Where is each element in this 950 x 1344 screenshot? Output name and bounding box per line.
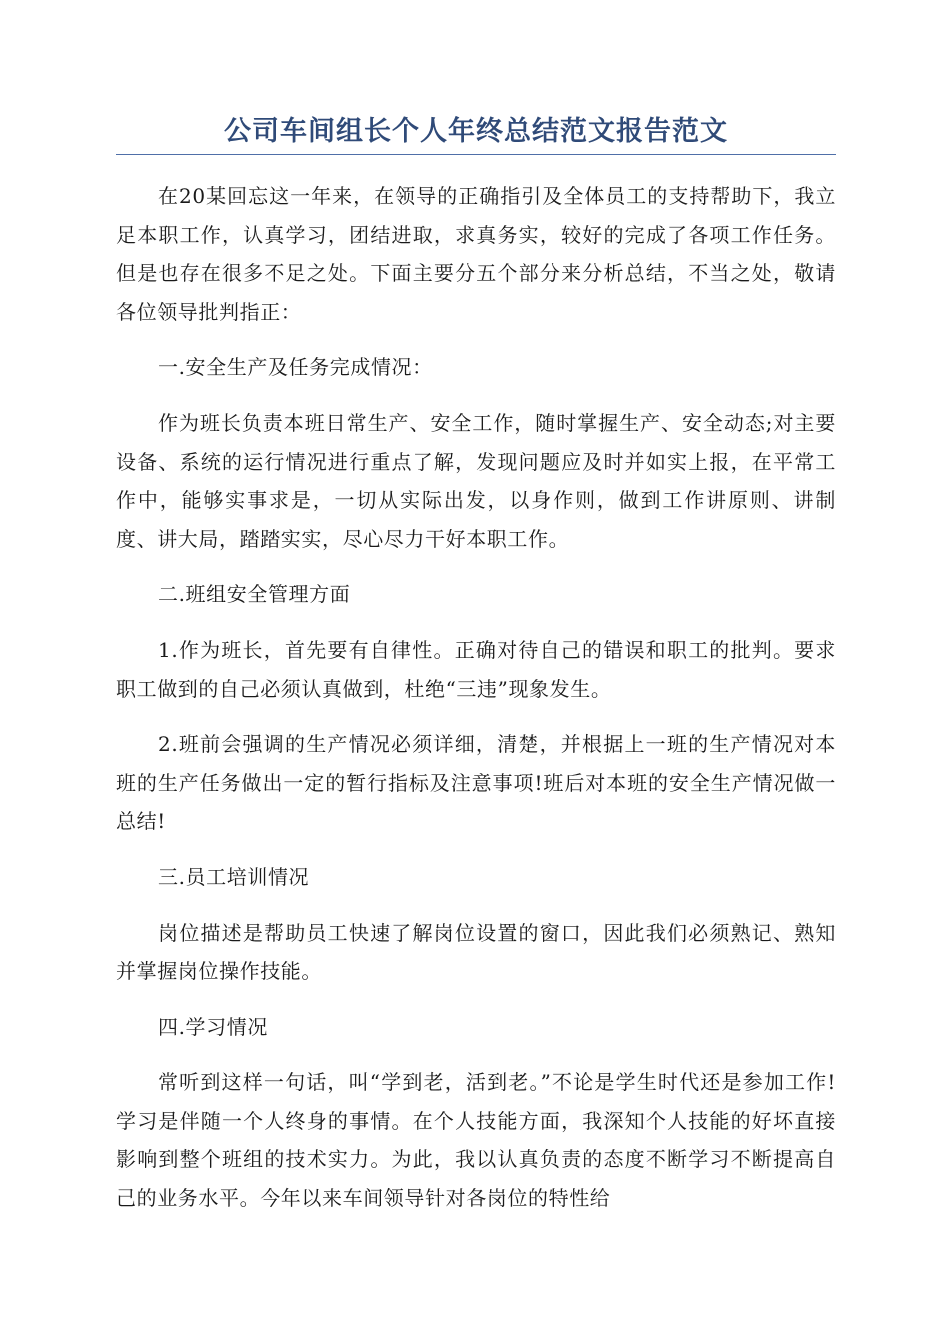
section-heading-2: 二.班组安全管理方面 xyxy=(158,582,351,607)
document-body xyxy=(116,177,836,1218)
paragraph-section-2-item-1: 1.作为班长，首先要有自律性。正确对待自己的错误和职工的批判。要求职工做到的自己必须认真做到，杜绝“三违”现象发生。 xyxy=(116,637,836,701)
paragraph-section-4: 常听到这样一句话，叫“学到老，活到老。”不论是学生时代还是参加工作!学习是伴随一个人终身的事情。在个人技能方面，我深知个人技能的好坏直接影响到整个班组的技术实力。为此，我以认真负责的态度不断学习不断提高自己的业务水平。今年以来车间领导针对各岗位的特性给 xyxy=(116,1070,836,1211)
paragraph-section-1: 作为班长负责本班日常生产、安全工作，随时掌握生产、安全动态;对主要设备、系统的运行情况进行重点了解，发现问题应及时并如实上报，在平常工作中，能够实事求是，一切从实际出发，以身作则，做到工作讲原则、讲制度、讲大局，踏踏实实，尽心尽力干好本职工作。 xyxy=(116,410,836,551)
paragraph-section-3: 岗位描述是帮助员工快速了解岗位设置的窗口，因此我们必须熟记、熟知并掌握岗位操作技能。 xyxy=(116,920,836,984)
section-heading-1: 一.安全生产及任务完成情况： xyxy=(158,355,433,380)
section-heading-4: 四.学习情况 xyxy=(158,1014,268,1039)
paragraph-section-2-item-2: 2.班前会强调的生产情况必须详细，清楚，并根据上一班的生产情况对本班的生产任务做出一定的暂行指标及注意事项!班后对本班的安全生产情况做一总结! xyxy=(116,732,836,834)
document-page xyxy=(116,112,836,1235)
paragraph-intro: 在20某回忘这一年来，在领导的正确指引及全体员工的支持帮助下，我立足本职工作，认真学习，团结进取，求真务实，较好的完成了各项工作任务。但是也存在很多不足之处。下面主要分五个部分来分析总结，不当之处，敬请各位领导批判指正： xyxy=(116,184,836,324)
document-title: 公司车间组长个人年终总结范文报告范文 xyxy=(116,112,836,155)
section-heading-3: 三.员工培训情况 xyxy=(158,864,310,889)
